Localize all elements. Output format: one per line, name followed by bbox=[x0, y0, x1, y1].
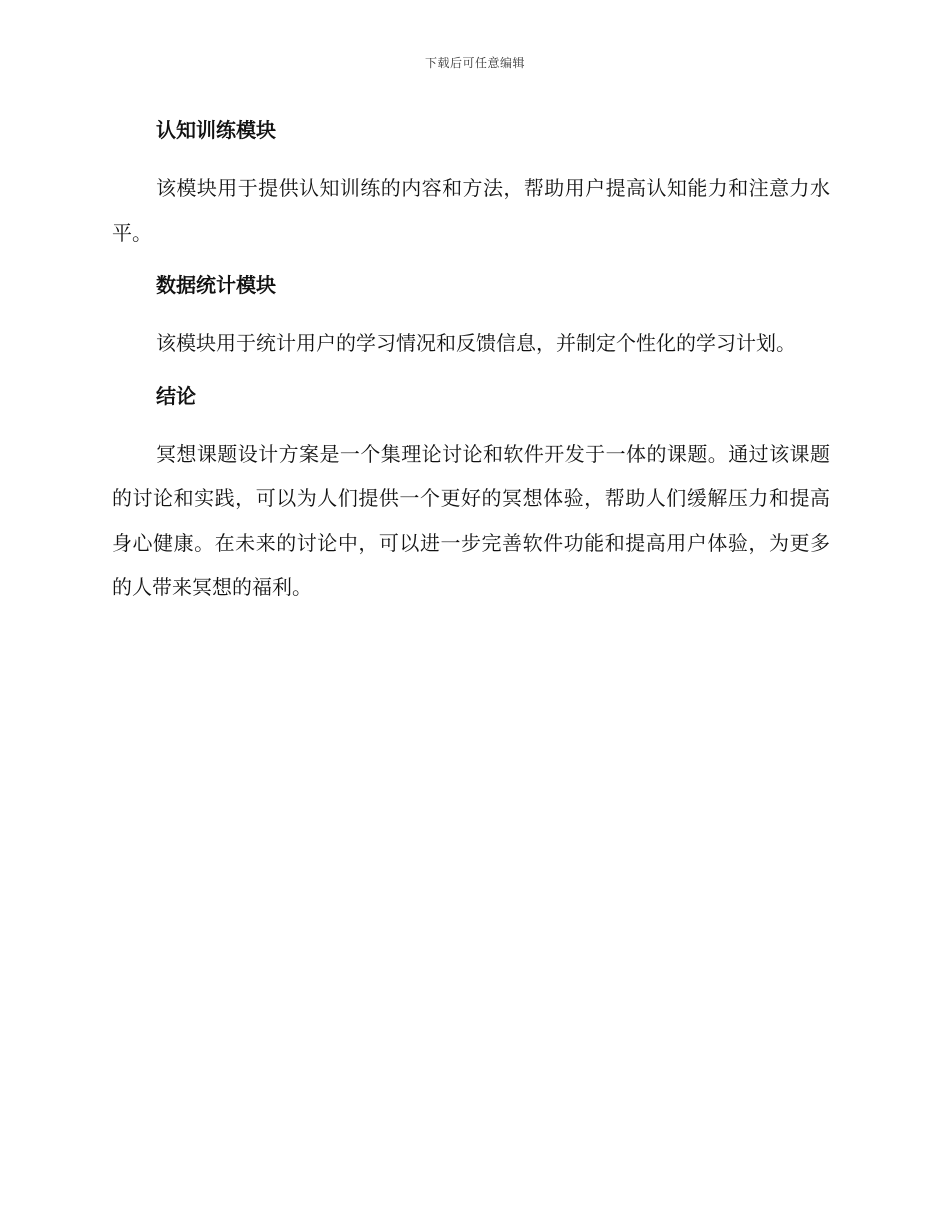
section-paragraph-data-statistics: 该模块用于统计用户的学习情况和反馈信息，并制定个性化的学习计划。 bbox=[156, 331, 796, 355]
spacer bbox=[112, 255, 830, 265]
section-heading-conclusion: 结论 bbox=[156, 383, 196, 408]
spacer bbox=[112, 416, 830, 432]
page-header-note: 下载后可任意编辑 bbox=[424, 56, 525, 70]
spacer bbox=[112, 366, 830, 376]
section-heading-cognitive-training: 认知训练模块 bbox=[156, 118, 276, 142]
section-paragraph-conclusion: 冥想课题设计方案是一个集理论讨论和软件开发于一体的课题。通过该课题的讨论和实践，可以为人们提供一个更好的冥想体验，帮助人们缓解压力和提高身心健康。在未来的讨论中，可以进一步完善软件功能和提高用户体验，为更多的人带来冥想的福利。 bbox=[112, 441, 830, 599]
spacer bbox=[112, 150, 830, 166]
spacer bbox=[112, 305, 830, 321]
section-paragraph-cognitive-training: 该模块用于提供认知训练的内容和方法，帮助用户提高认知能力和注意力水平。 bbox=[112, 176, 830, 245]
document-body bbox=[112, 110, 830, 610]
section-heading-data-statistics: 数据统计模块 bbox=[156, 273, 276, 297]
